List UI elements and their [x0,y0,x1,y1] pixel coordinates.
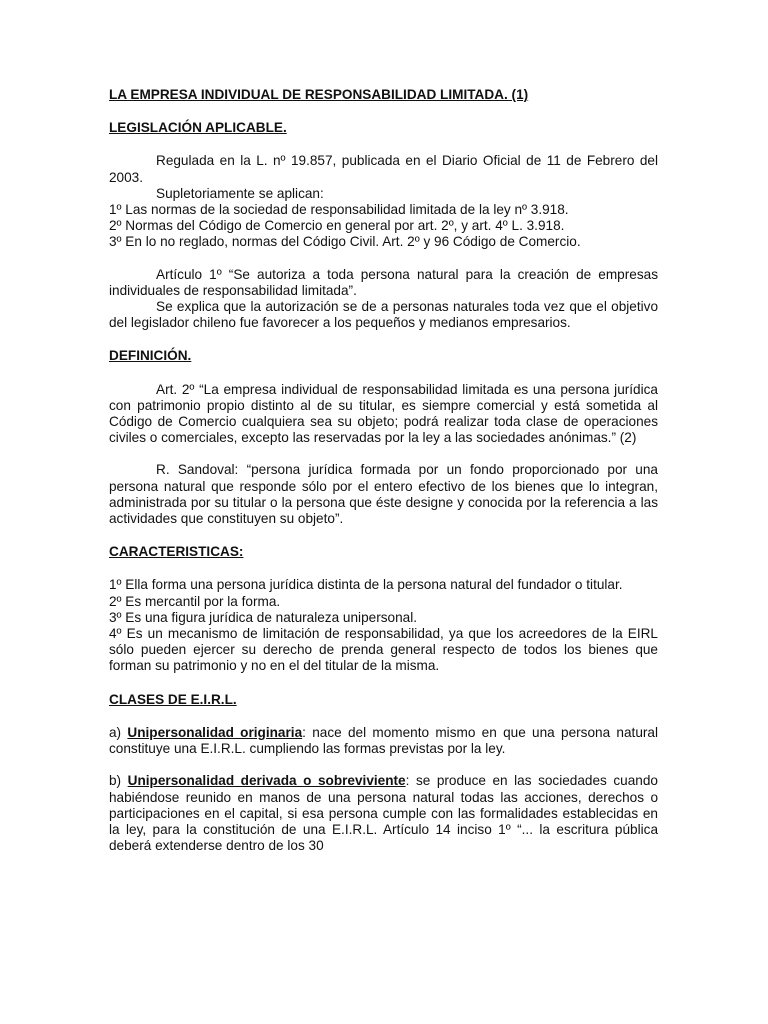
list-item: 2º Es mercantil por la forma. [109,593,281,609]
clase-a-paragraph [109,725,658,757]
clase-b-text: : se produce en las sociedades cuando habiéndose reunido en manos de una persona natural todas las acciones, derechos o participaciones en el capital, si esa persona cumple con las formalidades establecidas en la ley, para la constitución de una E.I.R.L. Artículo 14 inciso 1º “... la escritura pública deberá extenderse dentro de los 30 [109,773,658,854]
section-heading-clases: CLASES DE E.I.R.L. [109,691,237,707]
clase-a-prefix: a) [109,724,128,740]
clase-b-paragraph [109,773,658,854]
paragraph: R. Sandoval: “persona jurídica formada por un fondo proporcionado por una persona natural que responde sólo por el entero efectivo de los bienes que lo integran, administrada por su titular o la persona que éste designe y conocida por la referencia a las actividades que constituyen su objeto”. [109,462,658,527]
section-legislacion [109,120,658,331]
list-item: 3º En lo no reglado, normas del Código Civil. Art. 2º y 96 Código de Comercio. [109,234,581,250]
list-item: 4º Es un mecanismo de limitación de responsabilidad, ya que los acreedores de la EIRL sólo pueden ejercer su derecho de prenda general respecto de todos los bienes que forman su patrimonio y no en el del titular de la misma. [109,626,658,674]
paragraph: Se explica que la autorización se de a personas naturales toda vez que el objetivo del legislador chileno fue favorecer a los pequeños y medianos empresarios. [109,299,658,331]
section-definicion [109,348,658,527]
list-item: 3º Es una figura jurídica de naturaleza unipersonal. [109,609,417,625]
list-item: 1º Ella forma una persona jurídica distinta de la persona natural del fundador o titular. [109,577,623,593]
section-caracteristicas [109,544,658,674]
clase-a-text: : nace del momento mismo en que una persona natural constituye una E.I.R.L. cumpliendo las formas previstas por la ley. [109,724,658,757]
section-heading-legislacion: LEGISLACIÓN APLICABLE. [109,120,287,136]
list-item: 1º Las normas de la sociedad de responsabilidad limitada de la ley nº 3.918. [109,202,569,218]
clase-b-term: Unipersonalidad derivada o sobreviviente [127,773,406,789]
clase-b-prefix: b) [109,773,128,789]
paragraph: Art. 2º “La empresa individual de responsabilidad limitada es una persona jurídica con patrimonio propio distinto al de su titular, es siempre comercial y está sometida al Código de Comercio cualquiera sea su objeto; podrá realizar toda clase de operaciones civiles o comerciales, excepto las reservadas por la ley a las sociedades anónimas.” (2) [109,381,658,446]
paragraph: Supletoriamente se aplican: [156,185,324,201]
paragraph: Artículo 1º “Se autoriza a toda persona natural para la creación de empresas individuales de responsabilidad limitada”. [109,266,658,298]
clase-a-term: Unipersonalidad originaria [127,724,303,740]
section-heading-definicion: DEFINICIÓN. [109,348,192,364]
paragraph: Regulada en la L. nº 19.857, publicada en el Diario Oficial de 11 de Febrero del 2003. [109,153,658,185]
section-clases [109,692,658,855]
section-heading-caracteristicas: CARACTERISTICAS: [109,544,244,560]
document-title: LA EMPRESA INDIVIDUAL DE RESPONSABILIDAD LIMITADA. (1) [109,87,529,102]
list-item: 2º Normas del Código de Comercio en general por art. 2º, y art. 4º L. 3.918. [109,218,565,234]
